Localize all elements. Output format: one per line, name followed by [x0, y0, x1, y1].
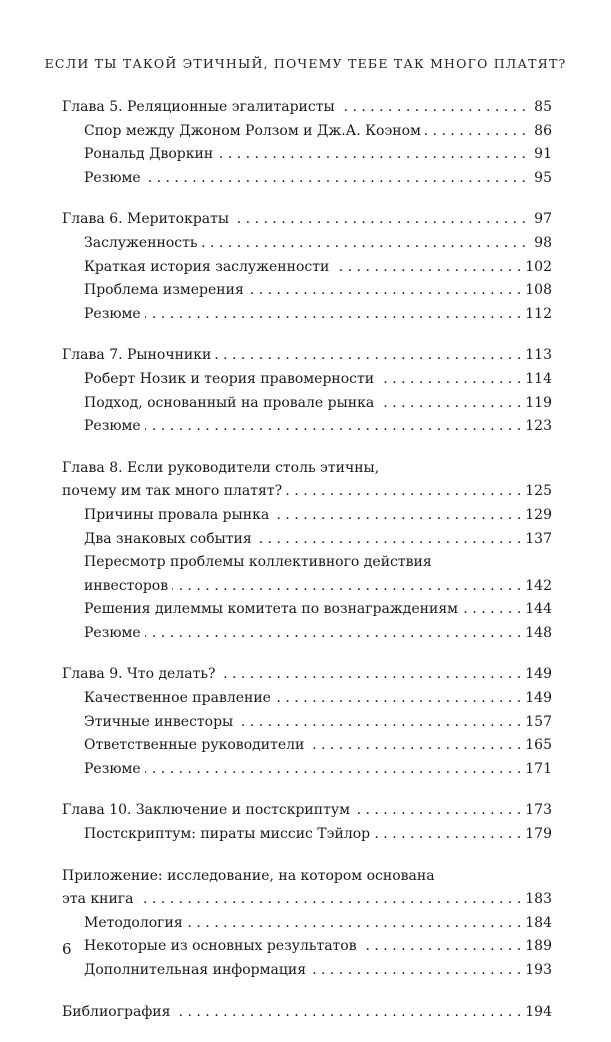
toc-page-number: 137	[525, 530, 552, 547]
page-number: 6	[62, 940, 72, 958]
dot-leader	[374, 823, 521, 847]
toc-subentry[interactable]	[62, 598, 552, 622]
toc-entry-title: Ответственные руководители	[84, 737, 305, 754]
toc-section	[62, 457, 552, 646]
dot-leader	[462, 598, 521, 622]
dot-leader	[219, 663, 521, 687]
toc-subentry[interactable]	[62, 368, 552, 392]
dot-leader	[233, 208, 526, 232]
dot-leader	[339, 96, 526, 120]
dot-leader	[354, 799, 521, 823]
toc-subentry[interactable]	[62, 959, 552, 983]
toc-entry-title: эта книга	[62, 891, 134, 908]
toc-subentry[interactable]	[62, 528, 552, 552]
toc-section	[62, 663, 552, 781]
toc-entry-title: Краткая история заслуженности	[84, 258, 330, 275]
toc-subentry[interactable]	[62, 143, 552, 167]
toc-entry-title: Резюме	[84, 760, 141, 777]
dot-leader	[425, 120, 526, 144]
toc-subentry[interactable]	[62, 935, 552, 959]
toc-entry-title: Библиография	[62, 1003, 171, 1020]
toc-page-number: 102	[525, 258, 552, 275]
toc-entry-title: инвесторов	[84, 577, 169, 594]
dot-leader	[145, 167, 526, 191]
toc-chapter-entry[interactable]	[62, 96, 552, 120]
toc-entry-title: Проблема измерения	[84, 282, 244, 299]
toc-page-number: 184	[525, 914, 552, 931]
dot-leader	[256, 528, 522, 552]
toc-subentry[interactable]	[62, 256, 552, 280]
toc-entry-title: Глава 10. Заключение и постскриптум	[62, 802, 350, 819]
toc-page-number: 125	[525, 483, 552, 500]
toc-entry-title: Методология	[84, 914, 183, 931]
toc-page-number: 97	[534, 211, 552, 228]
toc-chapter-entry[interactable]	[62, 1001, 552, 1025]
dot-leader	[273, 504, 521, 528]
toc-subentry[interactable]	[62, 167, 552, 191]
toc-page-number: 85	[534, 99, 552, 115]
toc-page-number: 183	[525, 891, 552, 908]
dot-leader	[215, 344, 521, 368]
toc-entry-line	[62, 457, 552, 481]
toc-section	[62, 865, 552, 983]
toc-entry-title: Резюме	[84, 169, 141, 186]
toc-subentry[interactable]	[62, 120, 552, 144]
toc-entry-title: Два знаковых события	[84, 530, 252, 547]
toc-chapter-entry[interactable]	[62, 888, 552, 912]
toc-entry-title: Дополнительная информация	[84, 962, 307, 978]
toc-entry-title: Резюме	[84, 624, 141, 641]
toc-subentry[interactable]	[62, 912, 552, 936]
dot-leader	[187, 912, 522, 936]
dot-leader	[310, 959, 521, 983]
dot-leader	[333, 256, 521, 280]
toc-chapter-entry[interactable]	[62, 344, 552, 368]
dot-leader	[308, 734, 521, 758]
toc-entry-title: Глава 6. Меритократы	[62, 211, 230, 228]
toc-page-number: 129	[525, 506, 552, 523]
toc-subentry[interactable]	[62, 687, 552, 711]
toc-page-number: 149	[525, 690, 552, 707]
dot-leader	[145, 622, 522, 646]
dot-leader	[361, 935, 522, 959]
toc-subentry[interactable]	[62, 303, 552, 327]
toc-section	[62, 344, 552, 438]
toc-section	[62, 208, 552, 326]
toc-entry-title: Резюме	[84, 305, 141, 322]
table-of-contents	[62, 96, 552, 1042]
dot-leader	[378, 392, 521, 416]
toc-entry-title: Подход, основанный на провале рынка	[84, 394, 375, 411]
toc-entry-line	[62, 551, 552, 575]
toc-page-number: 113	[525, 347, 552, 364]
toc-page-number: 119	[525, 394, 552, 411]
toc-page-number: 194	[525, 1003, 552, 1020]
dot-leader	[275, 687, 521, 711]
toc-entry-title: Резюме	[84, 418, 141, 435]
dot-leader	[137, 888, 521, 912]
toc-chapter-entry[interactable]	[62, 799, 552, 823]
toc-subentry[interactable]	[62, 575, 552, 599]
toc-chapter-entry[interactable]	[62, 663, 552, 687]
dot-leader	[172, 575, 521, 599]
toc-entry-title: Рональд Дворкин	[84, 146, 214, 163]
toc-section	[62, 1001, 552, 1025]
toc-entry-title: Глава 5. Реляционные эгалитаристы	[62, 99, 335, 115]
toc-page-number: 86	[534, 122, 552, 139]
running-header: ЕСЛИ ТЫ ТАКОЙ ЭТИЧНЫЙ, ПОЧЕМУ ТЕБЕ ТАК МНОГО ПЛАТЯТ?	[44, 56, 567, 71]
toc-entry-title: Приложение: исследование, на котором основана	[62, 867, 435, 884]
toc-page-number: 123	[525, 418, 552, 435]
toc-page-number: 179	[525, 826, 552, 843]
toc-page-number: 165	[525, 737, 552, 754]
toc-page-number: 142	[525, 577, 552, 594]
toc-entry-title: Спор между Джоном Ролзом и Дж.А. Коэном	[84, 122, 421, 139]
toc-subentry[interactable]	[62, 392, 552, 416]
toc-entry-title: Решения дилеммы комитета по вознаграждениям	[84, 601, 459, 618]
dot-leader	[174, 1001, 521, 1025]
dot-leader	[145, 758, 522, 782]
toc-entry-title: Пересмотр проблемы коллективного действия	[84, 554, 432, 571]
toc-page-number: 108	[525, 282, 552, 299]
toc-page-number: 91	[534, 146, 552, 163]
dot-leader	[217, 143, 526, 167]
toc-subentry[interactable]	[62, 504, 552, 528]
toc-entry-title: Глава 7. Рыночники	[62, 347, 212, 364]
dot-leader	[378, 368, 521, 392]
dot-leader	[248, 279, 521, 303]
dot-leader	[145, 415, 522, 439]
dot-leader	[202, 232, 526, 256]
toc-entry-title: Глава 8. Если руководители столь этичны,	[62, 459, 380, 476]
toc-entry-title: Качественное правление	[84, 690, 271, 707]
toc-subentry[interactable]	[62, 823, 552, 847]
toc-entry-title: Заслуженность	[84, 234, 198, 251]
toc-subentry[interactable]	[62, 232, 552, 256]
toc-entry-title: Глава 9. Что делать?	[62, 666, 216, 683]
toc-subentry[interactable]	[62, 415, 552, 439]
toc-entry-line	[62, 865, 552, 889]
toc-page-number: 114	[525, 370, 552, 387]
toc-subentry[interactable]	[62, 711, 552, 735]
toc-page-number: 148	[525, 624, 552, 641]
dot-leader	[145, 303, 522, 327]
toc-page-number: 149	[525, 666, 552, 683]
toc-page-number: 173	[525, 802, 552, 819]
toc-entry-title: Некоторые из основных результатов	[84, 938, 357, 955]
toc-entry-title: Постскриптум: пираты миссис Тэйлор	[84, 826, 371, 843]
toc-entry-title: Роберт Нозик и теория правомерности	[84, 370, 375, 387]
toc-page-number: 98	[534, 234, 552, 251]
toc-page-number: 193	[525, 962, 552, 978]
toc-entry-title: Причины провала рынка	[84, 506, 270, 523]
toc-page-number: 144	[525, 601, 552, 618]
toc-subentry[interactable]	[62, 622, 552, 646]
toc-chapter-entry[interactable]	[62, 480, 552, 504]
toc-subentry[interactable]	[62, 758, 552, 782]
toc-section	[62, 799, 552, 846]
toc-page-number: 112	[525, 305, 552, 322]
toc-subentry[interactable]	[62, 279, 552, 303]
dot-leader	[286, 480, 521, 504]
toc-page-number: 157	[525, 713, 552, 730]
dot-leader	[237, 711, 521, 735]
toc-section	[62, 96, 552, 190]
toc-entry-title: Этичные инвесторы	[84, 713, 234, 730]
toc-page-number: 171	[525, 760, 552, 777]
toc-entry-title: почему им так много платят?	[62, 483, 283, 500]
toc-subentry[interactable]	[62, 734, 552, 758]
toc-chapter-entry[interactable]	[62, 208, 552, 232]
toc-page-number: 95	[534, 169, 552, 186]
toc-page-number: 189	[525, 938, 552, 955]
